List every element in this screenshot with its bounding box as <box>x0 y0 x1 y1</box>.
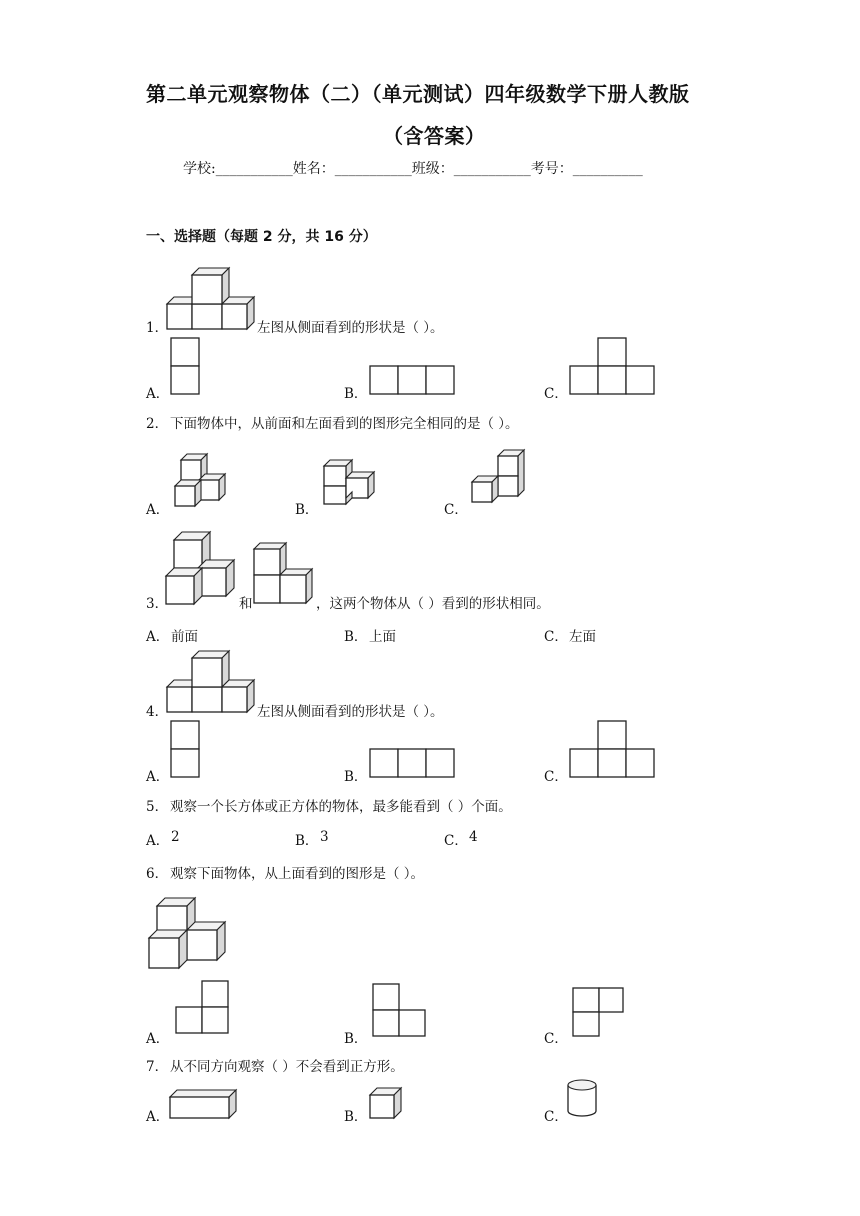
q3-option-b-text[interactable]: 上面 <box>369 629 396 645</box>
q6-option-c-label[interactable]: C． <box>544 1031 568 1047</box>
q3-option-a-label[interactable]: A． <box>146 629 170 645</box>
section-title: 一、选择题（每题 2 分，共 16 分） <box>146 229 377 245</box>
q2-option-a-shape[interactable] <box>173 452 235 512</box>
q2-text: 下面物体中，从前面和左面看到的图形完全相同的是（ ）。 <box>170 416 519 432</box>
q6-option-a-label[interactable]: A． <box>146 1031 170 1047</box>
q7-option-b-cube-icon[interactable] <box>369 1087 405 1121</box>
page-subtitle: （含答案） <box>383 124 486 148</box>
q2-option-b-shape[interactable] <box>322 458 384 508</box>
q6-option-c-shape[interactable] <box>572 987 628 1043</box>
q7-option-a-label[interactable]: A． <box>146 1109 170 1125</box>
q5-text: 观察一个长方体或正方体的物体，最多能看到（ ）个面。 <box>170 799 512 815</box>
q5-option-b-text[interactable]: 3 <box>320 829 329 845</box>
q5-option-a-label[interactable]: A． <box>146 833 170 849</box>
q2-option-b-label[interactable]: B． <box>295 502 319 518</box>
q6-text: 观察下面物体，从上面看到的图形是（ ）。 <box>170 866 425 882</box>
q7-option-b-label[interactable]: B． <box>344 1109 368 1125</box>
q6-option-b-label[interactable]: B． <box>344 1031 368 1047</box>
q3-number: 3． <box>146 596 169 612</box>
q6-option-b-shape[interactable] <box>372 983 428 1039</box>
q1-option-c-label[interactable]: C． <box>544 386 568 402</box>
q3-option-c-text[interactable]: 左面 <box>569 629 596 645</box>
q1-option-a-label[interactable]: A． <box>146 386 170 402</box>
q7-option-a-cuboid-icon[interactable] <box>169 1089 241 1121</box>
q2-option-a-label[interactable]: A． <box>146 502 170 518</box>
q7-option-c-cylinder-icon[interactable] <box>566 1079 600 1119</box>
q3-text-and: 和 <box>239 596 253 612</box>
q3-option-c-label[interactable]: C． <box>544 629 568 645</box>
q6-number: 6． <box>146 866 169 882</box>
q1-option-a-shape[interactable] <box>170 337 202 397</box>
q7-number: 7． <box>146 1059 169 1075</box>
q1-block-figure <box>165 268 265 332</box>
q5-number: 5． <box>146 799 169 815</box>
q3-figure-1 <box>164 532 242 606</box>
q7-option-c-label[interactable]: C． <box>544 1109 568 1125</box>
q2-option-c-label[interactable]: C． <box>444 502 468 518</box>
q4-option-a-shape[interactable] <box>170 720 202 780</box>
q4-option-c-label[interactable]: C． <box>544 769 568 785</box>
q1-text: 左图从侧面看到的形状是（ ）。 <box>257 320 444 336</box>
q3-option-b-label[interactable]: B． <box>344 629 368 645</box>
q1-option-c-shape[interactable] <box>569 337 657 397</box>
q1-option-b-shape[interactable] <box>369 365 457 397</box>
q6-option-a-shape[interactable] <box>175 980 231 1036</box>
student-info-line: 学校:___________姓名：___________班级：___________考号：__________ <box>183 161 643 177</box>
q5-option-b-label[interactable]: B． <box>295 833 319 849</box>
page-title: 第二单元观察物体（二）（单元测试）四年级数学下册人教版 <box>146 82 690 106</box>
q4-text: 左图从侧面看到的形状是（ ）。 <box>257 704 444 720</box>
q4-option-b-shape[interactable] <box>369 748 457 780</box>
q1-option-b-label[interactable]: B． <box>344 386 368 402</box>
q3-option-a-text[interactable]: 前面 <box>171 629 198 645</box>
q5-option-a-text[interactable]: 2 <box>171 829 180 845</box>
q5-option-c-text[interactable]: 4 <box>469 829 478 845</box>
q2-option-c-shape[interactable] <box>470 450 532 510</box>
q4-option-b-label[interactable]: B． <box>344 769 368 785</box>
q4-block-figure <box>165 651 265 715</box>
q2-number: 2． <box>146 416 169 432</box>
q4-option-a-label[interactable]: A． <box>146 769 170 785</box>
q3-figure-2 <box>252 541 322 607</box>
q4-option-c-shape[interactable] <box>569 720 657 780</box>
q4-number: 4． <box>146 704 169 720</box>
q3-text: ，这两个物体从（ ）看到的形状相同。 <box>316 596 550 612</box>
q6-block-figure <box>147 896 231 972</box>
q5-option-c-label[interactable]: C． <box>444 833 468 849</box>
q7-text: 从不同方向观察（ ）不会看到正方形。 <box>170 1059 404 1075</box>
q1-number: 1． <box>146 320 169 336</box>
